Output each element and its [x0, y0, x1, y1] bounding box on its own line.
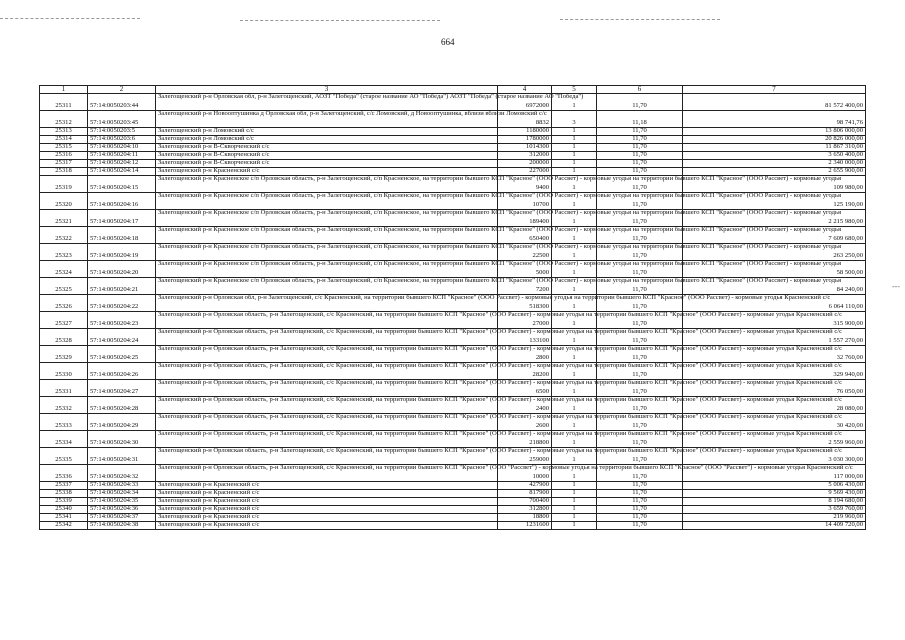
cadastral-number-cell: 57:14:0050204:38	[88, 522, 156, 530]
row-number-cell: 25311	[40, 94, 88, 111]
value-cell: 32 760,00	[683, 346, 866, 363]
table-row	[40, 346, 866, 363]
address-cell: Залегощенский р-н Орловская область, р-н Залегощенский, с/с Красненский, на территории бывшего КСП "Красное" (ООО "Рассвет") - кормовые угодья на территории бывшего КСП "Красное" (ООО "Рассвет") - кормовые угодья Красненский с/с	[156, 465, 498, 482]
value-cell: 13 806 000,00	[683, 128, 866, 136]
value-cell: 8 194 680,00	[683, 498, 866, 506]
row-number-cell: 25318	[40, 168, 88, 176]
table-row	[40, 522, 866, 530]
value-cell: 30 420,00	[683, 414, 866, 431]
rate-cell: 11,70	[597, 152, 683, 160]
cadastral-number-cell: 57:14:0050204:27	[88, 380, 156, 397]
count-cell: 1	[552, 506, 597, 514]
row-number-cell: 25333	[40, 414, 88, 431]
rate-cell: 11,70	[597, 176, 683, 193]
rate-cell: 11,70	[597, 465, 683, 482]
value-cell: 329 940,00	[683, 363, 866, 380]
count-cell: 1	[552, 346, 597, 363]
scan-artifact-line-right	[560, 19, 720, 20]
rate-cell: 11,70	[597, 160, 683, 168]
count-cell: 1	[552, 160, 597, 168]
row-number-cell: 25342	[40, 522, 88, 530]
rate-cell: 11,70	[597, 210, 683, 227]
address-cell: Залегощенский р-н Орловская область, р-н Залегощенский, с/с Красненский, на территории бывшего КСП "Красное" (ООО Рассвет) - кормовые угодья на территории бывшего КСП "Красное" (ООО Рассвет) - кормовые угодья Красненский с/с	[156, 448, 498, 465]
cadastral-number-cell: 57:14:0050203:6	[88, 136, 156, 144]
address-cell: Залегощенский р-н Красненский с/с	[156, 498, 498, 506]
area-cell: 133100	[498, 329, 552, 346]
table-row	[40, 193, 866, 210]
value-cell: 117 000,00	[683, 465, 866, 482]
cadastral-number-cell: 57:14:0050204:16	[88, 193, 156, 210]
rate-cell: 11,70	[597, 498, 683, 506]
count-cell: 1	[552, 465, 597, 482]
area-cell: 27000	[498, 312, 552, 329]
area-cell: 10700	[498, 193, 552, 210]
rate-cell: 11,70	[597, 94, 683, 111]
count-cell: 1	[552, 144, 597, 152]
rate-cell: 11,70	[597, 522, 683, 530]
value-cell: 6 064 110,00	[683, 295, 866, 312]
cadastral-number-cell: 57:14:0050204:20	[88, 261, 156, 278]
address-cell: Залегощенский р-н Красненский с/с	[156, 522, 498, 530]
area-cell: 1231600	[498, 522, 552, 530]
row-number-cell: 25312	[40, 111, 88, 128]
cadastral-number-cell: 57:14:0050204:28	[88, 397, 156, 414]
cadastral-number-cell: 57:14:0050204:25	[88, 346, 156, 363]
address-cell: Залегощенский р-н Орловская область, р-н Залегощенский, с/с Красненский, на территории бывшего КСП "Красное" (ООО Рассвет) - кормовые угодья на территории бывшего КСП "Красное" (ООО Рассвет) - кормовые угодья Красненский с/с	[156, 397, 498, 414]
address-cell: Залегощенский р-н Орловская область, р-н Залегощенский, с/с Красненский, на территории бывшего КСП "Красное" (ООО Рассвет) - кормовые угодья на территории бывшего КСП "Красное" (ООО Рассвет) - кормовые угодья Красненский с/с	[156, 414, 498, 431]
area-cell: 6500	[498, 380, 552, 397]
cadastral-number-cell: 57:14:0050204:26	[88, 363, 156, 380]
value-cell: 263 250,00	[683, 244, 866, 261]
row-number-cell: 25325	[40, 278, 88, 295]
row-number-cell: 25320	[40, 193, 88, 210]
rate-cell: 11,70	[597, 136, 683, 144]
area-cell: 1780000	[498, 136, 552, 144]
table-row	[40, 448, 866, 465]
rate-cell: 11,70	[597, 312, 683, 329]
table-row	[40, 111, 866, 128]
area-cell: 312800	[498, 506, 552, 514]
area-cell: 8832	[498, 111, 552, 128]
area-cell: 2600	[498, 414, 552, 431]
rate-cell: 11,70	[597, 380, 683, 397]
value-cell: 2 215 980,00	[683, 210, 866, 227]
margin-mark: - - -	[892, 282, 899, 291]
row-number-cell: 25341	[40, 514, 88, 522]
table-row	[40, 244, 866, 261]
row-number-cell: 25340	[40, 506, 88, 514]
rate-cell: 11,70	[597, 506, 683, 514]
area-cell: 312000	[498, 152, 552, 160]
value-cell: 20 826 000,00	[683, 136, 866, 144]
area-cell: 10000	[498, 465, 552, 482]
value-cell: 9 569 430,00	[683, 490, 866, 498]
rate-cell: 11,70	[597, 514, 683, 522]
rate-cell: 11,70	[597, 193, 683, 210]
row-number-cell: 25324	[40, 261, 88, 278]
rate-cell: 11,70	[597, 482, 683, 490]
area-cell: 1180000	[498, 128, 552, 136]
count-cell: 1	[552, 431, 597, 448]
value-cell: 98 741,76	[683, 111, 866, 128]
row-number-cell: 25321	[40, 210, 88, 227]
count-cell: 1	[552, 498, 597, 506]
row-number-cell: 25313	[40, 128, 88, 136]
address-cell: Залегощенский р-н В-Скворченский с/с	[156, 152, 498, 160]
cadastral-number-cell: 57:14:0050204:24	[88, 329, 156, 346]
count-cell: 1	[552, 414, 597, 431]
row-number-cell: 25337	[40, 482, 88, 490]
column-header: 1	[40, 86, 88, 94]
address-cell: Залегощенский р-н Орловская область, р-н Залегощенский, с/с Красненский, на территории бывшего КСП "Красное" (ООО Рассвет) - кормовые угодья на территории бывшего КСП "Красное" (ООО Рассвет) - кормовые угодья Красненский с/с	[156, 329, 498, 346]
cadastral-number-cell: 57:14:0050204:30	[88, 431, 156, 448]
rate-cell: 11,70	[597, 227, 683, 244]
cadastral-number-cell: 57:14:0050204:23	[88, 312, 156, 329]
rate-cell: 11,70	[597, 346, 683, 363]
area-cell: 189400	[498, 210, 552, 227]
cadastral-number-cell: 57:14:0050204:21	[88, 278, 156, 295]
address-cell: Залегощенский р-н Красненский с/с	[156, 506, 498, 514]
value-cell: 109 980,00	[683, 176, 866, 193]
value-cell: 219 960,00	[683, 514, 866, 522]
address-cell: Залегощенский р-н Орловская обл, р-н Залегощенский, с/с Красненский, на территории бывшего КСП "Красное" (ООО Рассвет) - кормовые угодья на территории бывшего КСП "Красное" (ООО Рассвет) - кормовые угодья Красненский с/с	[156, 295, 498, 312]
count-cell: 1	[552, 397, 597, 414]
address-cell: Залегощенский р-н Красненский с/с	[156, 514, 498, 522]
rate-cell: 11,70	[597, 448, 683, 465]
scan-artifact-line-left	[0, 18, 140, 19]
row-number-cell: 25328	[40, 329, 88, 346]
count-cell: 1	[552, 210, 597, 227]
rate-cell: 11,70	[597, 144, 683, 152]
count-cell: 1	[552, 152, 597, 160]
cadastral-number-cell: 57:14:0050204:10	[88, 144, 156, 152]
address-cell: Залегощенский р-н Красненское с/п Орловская область, р-н Залегощенский, с/п Красненское, на территории бывшего КСП "Красное" (ООО Рассвет) - кормовые угодья на территории бывшего КСП "Красное" (ООО Рассвет) - кормовые угодья	[156, 210, 498, 227]
cadastral-number-cell: 57:14:0050204:17	[88, 210, 156, 227]
table-row	[40, 397, 866, 414]
cadastral-number-cell: 57:14:0050204:11	[88, 152, 156, 160]
address-cell: Залегощенский р-н Орловская область, р-н Залегощенский, с/с Красненский, на территории бывшего КСП "Красное" (ООО Рассвет) - кормовые угодья на территории бывшего КСП "Красное" (ООО Рассвет) - кормовые угодья Красненский с/с	[156, 431, 498, 448]
address-cell: Залегощенский р-н Орловская область, р-н Залегощенский, с/с Красненский, на территории бывшего КСП "Красное" (ООО Рассвет) - кормовые угодья на территории бывшего КСП "Красное" (ООО Рассвет) - кормовые угодья Красненский с/с	[156, 363, 498, 380]
value-cell: 3 030 300,00	[683, 448, 866, 465]
row-number-cell: 25327	[40, 312, 88, 329]
address-cell: Залегощенский р-н Красненское с/п Орловская область, р-н Залегощенский, с/п Красненское, на территории бывшего КСП "Красное" (ООО Рассвет) - кормовые угодья на территории бывшего КСП "Красное" (ООО Рассвет) - кормовые угодья	[156, 261, 498, 278]
row-number-cell: 25334	[40, 431, 88, 448]
address-cell: Залегощенский р-н Красненское с/п Орловская область, р-н Залегощенский, с/п Красненское, на территории бывшего КСП "Красное" (ООО Рассвет) - кормовые угодья на территории бывшего КСП "Красное" (ООО Рассвет) - кормовые угодья	[156, 227, 498, 244]
cadastral-number-cell: 57:14:0050204:34	[88, 490, 156, 498]
cadastral-number-cell: 57:14:0050204:35	[88, 498, 156, 506]
table-row	[40, 261, 866, 278]
rate-cell: 11,70	[597, 278, 683, 295]
row-number-cell: 25316	[40, 152, 88, 160]
count-cell: 1	[552, 261, 597, 278]
area-cell: 650400	[498, 227, 552, 244]
address-cell: Залегощенский р-н В-Скворченский с/с	[156, 160, 498, 168]
column-header: 5	[552, 86, 597, 94]
cadastral-number-cell: 57:14:0050204:31	[88, 448, 156, 465]
area-cell: 2800	[498, 346, 552, 363]
value-cell: 58 500,00	[683, 261, 866, 278]
area-cell: 817900	[498, 490, 552, 498]
rate-cell: 11,70	[597, 261, 683, 278]
table-row	[40, 380, 866, 397]
cadastral-number-cell: 57:14:0050204:32	[88, 465, 156, 482]
area-cell: 259000	[498, 448, 552, 465]
address-cell: Залегощенский р-н Ломовский с/с	[156, 128, 498, 136]
scan-artifact-line-mid	[240, 20, 440, 21]
area-cell: 1014300	[498, 144, 552, 152]
address-cell: Залегощенский р-н Красненский с/с	[156, 168, 498, 176]
table-row	[40, 465, 866, 482]
row-number-cell: 25314	[40, 136, 88, 144]
value-cell: 1 557 270,00	[683, 329, 866, 346]
count-cell: 1	[552, 136, 597, 144]
column-header: 2	[88, 86, 156, 94]
table-row	[40, 176, 866, 193]
area-cell: 218800	[498, 431, 552, 448]
table-row	[40, 295, 866, 312]
cadastral-number-cell: 57:14:0050204:29	[88, 414, 156, 431]
column-header: 3	[156, 86, 498, 94]
area-cell: 700400	[498, 498, 552, 506]
column-header: 6	[597, 86, 683, 94]
value-cell: 28 080,00	[683, 397, 866, 414]
value-cell: 2 559 960,00	[683, 431, 866, 448]
count-cell: 1	[552, 295, 597, 312]
address-cell: Залегощенский р-н Красненское с/п Орловская область, р-н Залегощенский, с/п Красненское, на территории бывшего КСП "Красное" (ООО Рассвет) - кормовые угодья на территории бывшего КСП "Красное" (ООО Рассвет) - кормовые угодья	[156, 176, 498, 193]
area-cell: 7200	[498, 278, 552, 295]
value-cell: 84 240,00	[683, 278, 866, 295]
table-row	[40, 227, 866, 244]
cadastral-number-cell: 57:14:0050204:15	[88, 176, 156, 193]
count-cell: 1	[552, 176, 597, 193]
area-cell: 2400	[498, 397, 552, 414]
area-cell: 200000	[498, 160, 552, 168]
cadastral-number-cell: 57:14:0050203:44	[88, 94, 156, 111]
area-cell: 6972000	[498, 94, 552, 111]
area-cell: 518300	[498, 295, 552, 312]
address-cell: Залегощенский р-н В-Скворченский с/с	[156, 144, 498, 152]
rate-cell: 11,18	[597, 111, 683, 128]
row-number-cell: 25330	[40, 363, 88, 380]
row-number-cell: 25338	[40, 490, 88, 498]
area-cell: 28200	[498, 363, 552, 380]
area-cell: 427900	[498, 482, 552, 490]
value-cell: 2 340 000,00	[683, 160, 866, 168]
value-cell: 14 409 720,00	[683, 522, 866, 530]
page-number: 664	[441, 37, 455, 47]
cadastral-number-cell: 57:14:0050204:12	[88, 160, 156, 168]
row-number-cell: 25323	[40, 244, 88, 261]
address-cell: Залегощенский р-н Красненское с/п Орловская область, р-н Залегощенский, с/п Красненское, на территории бывшего КСП "Красное" (ООО Рассвет) - кормовые угодья на территории бывшего КСП "Красное" (ООО Рассвет) - кормовые угодья	[156, 193, 498, 210]
cadastral-number-cell: 57:14:0050204:36	[88, 506, 156, 514]
area-cell: 9400	[498, 176, 552, 193]
cadastral-number-cell: 57:14:0050203:45	[88, 111, 156, 128]
value-cell: 125 190,00	[683, 193, 866, 210]
rate-cell: 11,70	[597, 244, 683, 261]
value-cell: 76 050,00	[683, 380, 866, 397]
rate-cell: 11,70	[597, 363, 683, 380]
row-number-cell: 25319	[40, 176, 88, 193]
value-cell: 3 650 400,00	[683, 152, 866, 160]
row-number-cell: 25315	[40, 144, 88, 152]
count-cell: 1	[552, 482, 597, 490]
count-cell: 1	[552, 168, 597, 176]
row-number-cell: 25332	[40, 397, 88, 414]
table-row	[40, 94, 866, 111]
value-cell: 3 659 760,00	[683, 506, 866, 514]
address-cell: Залегощенский р-н Орловская область, р-н Залегощенский, с/с Красненский, на территории бывшего КСП "Красное" (ООО Рассвет) - кормовые угодья на территории бывшего КСП "Красное" (ООО Рассвет) - кормовые угодья Красненский с/с	[156, 380, 498, 397]
value-cell: 315 900,00	[683, 312, 866, 329]
cadastral-number-cell: 57:14:0050204:19	[88, 244, 156, 261]
land-registry-table	[39, 85, 866, 530]
table-row	[40, 329, 866, 346]
rate-cell: 11,70	[597, 431, 683, 448]
count-cell: 1	[552, 227, 597, 244]
count-cell: 1	[552, 193, 597, 210]
rate-cell: 11,70	[597, 414, 683, 431]
rate-cell: 11,70	[597, 295, 683, 312]
table-row	[40, 363, 866, 380]
count-cell: 1	[552, 514, 597, 522]
count-cell: 1	[552, 329, 597, 346]
count-cell: 1	[552, 312, 597, 329]
address-cell: Залегощенский р-н Красненский с/с	[156, 482, 498, 490]
row-number-cell: 25326	[40, 295, 88, 312]
cadastral-number-cell: 57:14:0050204:22	[88, 295, 156, 312]
address-cell: Залегощенский р-н Красненский с/с	[156, 490, 498, 498]
count-cell: 1	[552, 278, 597, 295]
address-cell: Залегощенский р-н Орловская обл, р-н Залегощенский, АОЗТ "Победа" (старое название АО "Победа") АОЗТ "Победа" (старое название АО "Победа")	[156, 94, 498, 111]
row-number-cell: 25339	[40, 498, 88, 506]
value-cell: 81 572 400,00	[683, 94, 866, 111]
count-cell: 1	[552, 94, 597, 111]
count-cell: 1	[552, 244, 597, 261]
column-header: 4	[498, 86, 552, 94]
table-row	[40, 414, 866, 431]
table-row	[40, 312, 866, 329]
value-cell: 11 867 310,00	[683, 144, 866, 152]
count-cell: 1	[552, 490, 597, 498]
count-cell: 1	[552, 448, 597, 465]
address-cell: Залегощенский р-н Новоопту​шинка д Орловская обл, р-н Залегощенский, с/с Ломовский, д Новоопту​шинка, вблизи вблизи Ломовский с/с	[156, 111, 498, 128]
address-cell: Залегощенский р-н Орловская область, р-н Залегощенский, с/с Красненский, на территории бывшего КСП "Красное" (ООО Рассвет) - кормовые угодья на территории бывшего КСП "Красное" (ООО Рассвет) - кормовые угодья Красненский с/с	[156, 312, 498, 329]
cadastral-number-cell: 57:14:0050204:14	[88, 168, 156, 176]
address-cell: Залегощенский р-н Красненское с/п Орловская область, р-н Залегощенский, с/п Красненское, на территории бывшего КСП "Красное" (ООО Рассвет) - кормовые угодья на территории бывшего КСП "Красное" (ООО Рассвет) - кормовые угодья	[156, 278, 498, 295]
cadastral-number-cell: 57:14:0050203:5	[88, 128, 156, 136]
row-number-cell: 25329	[40, 346, 88, 363]
area-cell: 5000	[498, 261, 552, 278]
table-row	[40, 431, 866, 448]
rate-cell: 11,70	[597, 168, 683, 176]
rate-cell: 11,70	[597, 490, 683, 498]
row-number-cell: 25331	[40, 380, 88, 397]
count-cell: 1	[552, 128, 597, 136]
table-row	[40, 278, 866, 295]
rate-cell: 11,70	[597, 329, 683, 346]
count-cell: 1	[552, 363, 597, 380]
value-cell: 7 609 680,00	[683, 227, 866, 244]
area-cell: 18800	[498, 514, 552, 522]
row-number-cell: 25317	[40, 160, 88, 168]
rate-cell: 11,70	[597, 397, 683, 414]
area-cell: 227000	[498, 168, 552, 176]
table-row	[40, 210, 866, 227]
count-cell: 1	[552, 380, 597, 397]
address-cell: Залегощенский р-н Красненское с/п Орловская область, р-н Залегощенский, с/п Красненское, на территории бывшего КСП "Красное" (ООО Рассвет) - кормовые угодья на территории бывшего КСП "Красное" (ООО Рассвет) - кормовые угодья	[156, 244, 498, 261]
count-cell: 3	[552, 111, 597, 128]
row-number-cell: 25336	[40, 465, 88, 482]
cadastral-number-cell: 57:14:0050204:37	[88, 514, 156, 522]
column-header: 7	[683, 86, 866, 94]
area-cell: 22500	[498, 244, 552, 261]
cadastral-number-cell: 57:14:0050204:33	[88, 482, 156, 490]
value-cell: 2 655 900,00	[683, 168, 866, 176]
address-cell: Залегощенский р-н Орловская область, р-н Залегощенский, с/с Красненский, на территории бывшего КСП "Красное" (ООО Рассвет) - кормовые угодья на территории бывшего КСП "Красное" (ООО Рассвет) - кормовые угодья Красненский с/с	[156, 346, 498, 363]
address-cell: Залегощенский р-н Ломовский с/с	[156, 136, 498, 144]
row-number-cell: 25335	[40, 448, 88, 465]
rate-cell: 11,70	[597, 128, 683, 136]
value-cell: 5 006 430,00	[683, 482, 866, 490]
count-cell: 1	[552, 522, 597, 530]
row-number-cell: 25322	[40, 227, 88, 244]
cadastral-number-cell: 57:14:0050204:18	[88, 227, 156, 244]
